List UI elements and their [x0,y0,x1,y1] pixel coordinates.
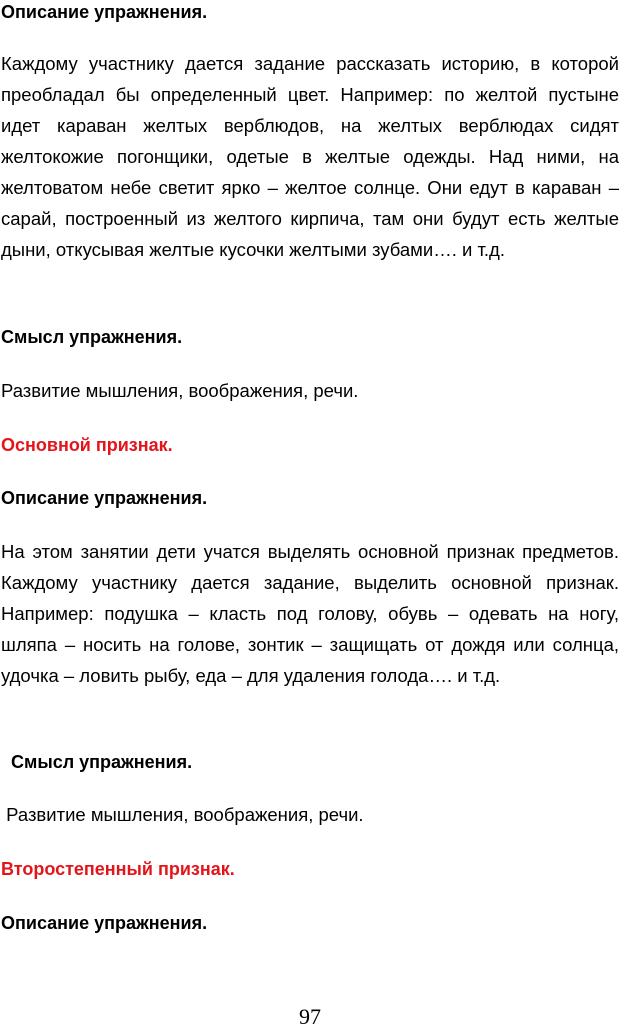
exercise-description-heading: Описание упражнения. [1,913,208,933]
exercise-description-heading: Описание упражнения. [1,2,208,22]
exercise-meaning-text: Развитие мышления, воображения, речи. [1,804,364,825]
exercise-meaning-text: Развитие мышления, воображения, речи. [1,380,359,401]
secondary-feature-heading: Второстепенный признак. [1,859,235,879]
exercise-meaning-heading: Смысл упражнения. [1,752,193,772]
exercise-description-paragraph: На этом занятии дети учатся выделять основной признак предметов. Каждому участнику дается задание, выделить основной признак. Например: подушка – класть под голову, обувь – одевать на ногу, шляпа – носить на голове, зонтик – защищать от дождя или солнца, удочка – ловить рыбу, еда – для удаления голода…. и т.д. [1,541,619,686]
exercise-description-paragraph: Каждому участнику дается задание рассказать историю, в которой преобладал бы определенный цвет. Например: по желтой пустыне идет караван желтых верблюдов, на желтых верблюдах сидят желтокожие погонщики, одетые в желтые одежды. Над ними, на желтоватом небе светит ярко – желтое солнце. Они едут в караван – сарай, построенный из желтого кирпича, там они будут есть желтые дыни, откусывая желтые кусочки желтыми зубами…. и т.д. [1,53,619,260]
main-feature-heading: Основной признак. [1,435,173,455]
page-number: 97 [299,1004,321,1029]
exercise-description-heading: Описание упражнения. [1,488,208,508]
exercise-meaning-heading: Смысл упражнения. [1,327,183,347]
